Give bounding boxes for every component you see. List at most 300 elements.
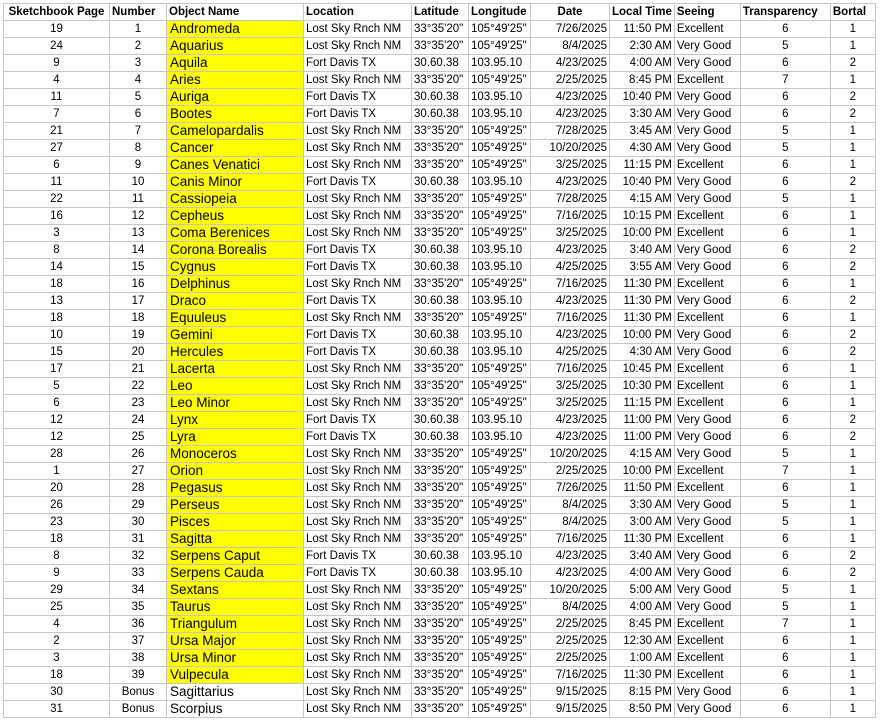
cell-latitude[interactable]: 30.60.38 — [412, 259, 469, 276]
cell-transparency[interactable]: 6 — [740, 276, 830, 293]
cell-longitude[interactable]: 105°49'25" — [469, 276, 531, 293]
cell-seeing[interactable]: Excellent — [674, 208, 740, 225]
cell-longitude[interactable]: 105°49'25" — [469, 633, 531, 650]
cell-bortal[interactable]: 1 — [830, 157, 875, 174]
cell-location[interactable]: Lost Sky Rnch NM — [304, 140, 412, 157]
cell-object-name[interactable]: Cassiopeia — [167, 191, 304, 208]
cell-longitude[interactable]: 105°49'25" — [469, 616, 531, 633]
cell-date[interactable]: 4/25/2025 — [531, 344, 610, 361]
cell-number[interactable]: 21 — [110, 361, 167, 378]
cell-number[interactable]: 37 — [110, 633, 167, 650]
header-local-time[interactable]: Local Time — [610, 4, 675, 21]
cell-bortal[interactable]: 1 — [830, 123, 875, 140]
cell-bortal[interactable]: 1 — [830, 361, 875, 378]
cell-date[interactable]: 10/20/2025 — [531, 140, 610, 157]
cell-number[interactable]: 38 — [110, 650, 167, 667]
cell-seeing[interactable]: Very Good — [674, 412, 740, 429]
cell-date[interactable]: 3/25/2025 — [531, 395, 610, 412]
cell-longitude[interactable]: 103.95.10 — [469, 344, 531, 361]
cell-transparency[interactable]: 7 — [740, 463, 830, 480]
cell-date[interactable]: 2/25/2025 — [531, 633, 610, 650]
cell-date[interactable]: 4/23/2025 — [531, 548, 610, 565]
cell-sketchbook-page[interactable]: 31 — [4, 701, 110, 718]
cell-bortal[interactable]: 1 — [830, 633, 875, 650]
cell-number[interactable]: 32 — [110, 548, 167, 565]
cell-local-time[interactable]: 3:30 AM — [610, 497, 675, 514]
cell-number[interactable]: 36 — [110, 616, 167, 633]
cell-object-name[interactable]: Equuleus — [167, 310, 304, 327]
cell-number[interactable]: 34 — [110, 582, 167, 599]
cell-latitude[interactable]: 33°35'20" — [412, 701, 469, 718]
header-transparency[interactable]: Transparency — [740, 4, 830, 21]
cell-local-time[interactable]: 10:00 PM — [610, 463, 675, 480]
cell-seeing[interactable]: Very Good — [674, 344, 740, 361]
cell-latitude[interactable]: 33°35'20" — [412, 378, 469, 395]
cell-object-name[interactable]: Aquila — [167, 55, 304, 72]
cell-longitude[interactable]: 105°49'25" — [469, 157, 531, 174]
cell-latitude[interactable]: 33°35'20" — [412, 395, 469, 412]
header-object-name[interactable]: Object Name — [167, 4, 304, 21]
cell-location[interactable]: Lost Sky Rnch NM — [304, 123, 412, 140]
cell-number[interactable]: 33 — [110, 565, 167, 582]
cell-object-name[interactable]: Ursa Major — [167, 633, 304, 650]
cell-number[interactable]: 3 — [110, 55, 167, 72]
cell-object-name[interactable]: Cygnus — [167, 259, 304, 276]
cell-seeing[interactable]: Very Good — [674, 599, 740, 616]
cell-location[interactable]: Lost Sky Rnch NM — [304, 38, 412, 55]
cell-object-name[interactable]: Sagitta — [167, 531, 304, 548]
cell-number[interactable]: 7 — [110, 123, 167, 140]
cell-latitude[interactable]: 30.60.38 — [412, 55, 469, 72]
cell-location[interactable]: Lost Sky Rnch NM — [304, 480, 412, 497]
cell-transparency[interactable]: 7 — [740, 616, 830, 633]
cell-sketchbook-page[interactable]: 22 — [4, 191, 110, 208]
cell-transparency[interactable]: 6 — [740, 701, 830, 718]
cell-local-time[interactable]: 11:30 PM — [610, 667, 675, 684]
cell-latitude[interactable]: 30.60.38 — [412, 565, 469, 582]
cell-transparency[interactable]: 7 — [740, 72, 830, 89]
cell-longitude[interactable]: 105°49'25" — [469, 701, 531, 718]
cell-transparency[interactable]: 5 — [740, 123, 830, 140]
cell-local-time[interactable]: 8:15 PM — [610, 684, 675, 701]
cell-location[interactable]: Fort Davis TX — [304, 259, 412, 276]
cell-transparency[interactable]: 6 — [740, 225, 830, 242]
cell-sketchbook-page[interactable]: 25 — [4, 599, 110, 616]
cell-object-name[interactable]: Aquarius — [167, 38, 304, 55]
cell-transparency[interactable]: 5 — [740, 191, 830, 208]
cell-object-name[interactable]: Vulpecula — [167, 667, 304, 684]
cell-location[interactable]: Lost Sky Rnch NM — [304, 446, 412, 463]
cell-date[interactable]: 7/16/2025 — [531, 667, 610, 684]
cell-seeing[interactable]: Excellent — [674, 21, 740, 38]
cell-bortal[interactable]: 1 — [830, 395, 875, 412]
header-sketchbook-page[interactable]: Sketchbook Page — [4, 4, 110, 21]
cell-date[interactable]: 3/25/2025 — [531, 157, 610, 174]
cell-seeing[interactable]: Very Good — [674, 497, 740, 514]
cell-local-time[interactable]: 3:40 AM — [610, 548, 675, 565]
cell-number[interactable]: 6 — [110, 106, 167, 123]
cell-sketchbook-page[interactable]: 15 — [4, 344, 110, 361]
cell-sketchbook-page[interactable]: 12 — [4, 412, 110, 429]
cell-latitude[interactable]: 33°35'20" — [412, 582, 469, 599]
cell-sketchbook-page[interactable]: 4 — [4, 72, 110, 89]
cell-local-time[interactable]: 8:45 PM — [610, 72, 675, 89]
cell-object-name[interactable]: Scorpius — [167, 701, 304, 718]
cell-location[interactable]: Lost Sky Rnch NM — [304, 667, 412, 684]
cell-location[interactable]: Lost Sky Rnch NM — [304, 72, 412, 89]
cell-bortal[interactable]: 1 — [830, 531, 875, 548]
cell-bortal[interactable]: 1 — [830, 463, 875, 480]
cell-longitude[interactable]: 103.95.10 — [469, 174, 531, 191]
cell-longitude[interactable]: 105°49'25" — [469, 582, 531, 599]
cell-longitude[interactable]: 105°49'25" — [469, 514, 531, 531]
cell-seeing[interactable]: Excellent — [674, 650, 740, 667]
cell-date[interactable]: 7/28/2025 — [531, 191, 610, 208]
cell-sketchbook-page[interactable]: 11 — [4, 174, 110, 191]
cell-longitude[interactable]: 103.95.10 — [469, 548, 531, 565]
cell-bortal[interactable]: 1 — [830, 497, 875, 514]
cell-bortal[interactable]: 2 — [830, 89, 875, 106]
cell-local-time[interactable]: 1:00 AM — [610, 650, 675, 667]
cell-object-name[interactable]: Serpens Caput — [167, 548, 304, 565]
cell-number[interactable]: 12 — [110, 208, 167, 225]
cell-number[interactable]: 4 — [110, 72, 167, 89]
cell-seeing[interactable]: Excellent — [674, 310, 740, 327]
cell-bortal[interactable]: 2 — [830, 55, 875, 72]
cell-local-time[interactable]: 10:40 PM — [610, 89, 675, 106]
cell-transparency[interactable]: 6 — [740, 412, 830, 429]
cell-longitude[interactable]: 105°49'25" — [469, 123, 531, 140]
cell-sketchbook-page[interactable]: 27 — [4, 140, 110, 157]
cell-sketchbook-page[interactable]: 7 — [4, 106, 110, 123]
cell-object-name[interactable]: Lynx — [167, 412, 304, 429]
cell-location[interactable]: Fort Davis TX — [304, 344, 412, 361]
cell-date[interactable]: 2/25/2025 — [531, 616, 610, 633]
cell-seeing[interactable]: Excellent — [674, 463, 740, 480]
cell-sketchbook-page[interactable]: 13 — [4, 293, 110, 310]
cell-seeing[interactable]: Excellent — [674, 531, 740, 548]
cell-seeing[interactable]: Very Good — [674, 327, 740, 344]
cell-object-name[interactable]: Triangulum — [167, 616, 304, 633]
cell-object-name[interactable]: Canes Venatici — [167, 157, 304, 174]
cell-object-name[interactable]: Serpens Cauda — [167, 565, 304, 582]
cell-bortal[interactable]: 1 — [830, 38, 875, 55]
cell-location[interactable]: Fort Davis TX — [304, 327, 412, 344]
cell-seeing[interactable]: Excellent — [674, 667, 740, 684]
cell-local-time[interactable]: 5:00 AM — [610, 582, 675, 599]
cell-latitude[interactable]: 30.60.38 — [412, 89, 469, 106]
cell-location[interactable]: Lost Sky Rnch NM — [304, 191, 412, 208]
cell-object-name[interactable]: Pegasus — [167, 480, 304, 497]
cell-date[interactable]: 8/4/2025 — [531, 497, 610, 514]
cell-object-name[interactable]: Sagittarius — [167, 684, 304, 701]
cell-transparency[interactable]: 6 — [740, 242, 830, 259]
cell-date[interactable]: 2/25/2025 — [531, 650, 610, 667]
cell-local-time[interactable]: 10:30 PM — [610, 378, 675, 395]
cell-bortal[interactable]: 1 — [830, 310, 875, 327]
cell-longitude[interactable]: 105°49'25" — [469, 361, 531, 378]
cell-seeing[interactable]: Very Good — [674, 582, 740, 599]
cell-location[interactable]: Lost Sky Rnch NM — [304, 21, 412, 38]
cell-latitude[interactable]: 30.60.38 — [412, 106, 469, 123]
cell-longitude[interactable]: 103.95.10 — [469, 293, 531, 310]
cell-seeing[interactable]: Excellent — [674, 276, 740, 293]
cell-sketchbook-page[interactable]: 12 — [4, 429, 110, 446]
cell-object-name[interactable]: Camelopardalis — [167, 123, 304, 140]
cell-object-name[interactable]: Leo — [167, 378, 304, 395]
cell-seeing[interactable]: Very Good — [674, 89, 740, 106]
cell-date[interactable]: 10/20/2025 — [531, 446, 610, 463]
cell-location[interactable]: Lost Sky Rnch NM — [304, 310, 412, 327]
cell-local-time[interactable]: 11:15 PM — [610, 395, 675, 412]
cell-longitude[interactable]: 105°49'25" — [469, 378, 531, 395]
cell-latitude[interactable]: 33°35'20" — [412, 208, 469, 225]
cell-location[interactable]: Lost Sky Rnch NM — [304, 225, 412, 242]
cell-transparency[interactable]: 6 — [740, 395, 830, 412]
cell-number[interactable]: 19 — [110, 327, 167, 344]
cell-number[interactable]: 13 — [110, 225, 167, 242]
cell-bortal[interactable]: 1 — [830, 582, 875, 599]
cell-location[interactable]: Lost Sky Rnch NM — [304, 395, 412, 412]
cell-transparency[interactable]: 6 — [740, 429, 830, 446]
cell-longitude[interactable]: 105°49'25" — [469, 531, 531, 548]
cell-date[interactable]: 7/16/2025 — [531, 276, 610, 293]
cell-local-time[interactable]: 10:15 PM — [610, 208, 675, 225]
cell-object-name[interactable]: Monoceros — [167, 446, 304, 463]
cell-sketchbook-page[interactable]: 17 — [4, 361, 110, 378]
cell-local-time[interactable]: 11:50 PM — [610, 21, 675, 38]
cell-bortal[interactable]: 2 — [830, 106, 875, 123]
cell-seeing[interactable]: Excellent — [674, 378, 740, 395]
cell-latitude[interactable]: 33°35'20" — [412, 446, 469, 463]
cell-transparency[interactable]: 6 — [740, 344, 830, 361]
cell-bortal[interactable]: 2 — [830, 412, 875, 429]
cell-local-time[interactable]: 10:00 PM — [610, 327, 675, 344]
cell-longitude[interactable]: 105°49'25" — [469, 497, 531, 514]
cell-date[interactable]: 8/4/2025 — [531, 599, 610, 616]
cell-longitude[interactable]: 105°49'25" — [469, 208, 531, 225]
cell-sketchbook-page[interactable]: 9 — [4, 55, 110, 72]
cell-date[interactable]: 4/23/2025 — [531, 327, 610, 344]
cell-number[interactable]: 30 — [110, 514, 167, 531]
cell-date[interactable]: 8/4/2025 — [531, 514, 610, 531]
cell-sketchbook-page[interactable]: 8 — [4, 242, 110, 259]
cell-latitude[interactable]: 30.60.38 — [412, 429, 469, 446]
cell-latitude[interactable]: 30.60.38 — [412, 242, 469, 259]
cell-sketchbook-page[interactable]: 29 — [4, 582, 110, 599]
cell-bortal[interactable]: 1 — [830, 446, 875, 463]
cell-object-name[interactable]: Taurus — [167, 599, 304, 616]
cell-local-time[interactable]: 8:45 PM — [610, 616, 675, 633]
cell-longitude[interactable]: 103.95.10 — [469, 429, 531, 446]
cell-seeing[interactable]: Excellent — [674, 633, 740, 650]
cell-sketchbook-page[interactable]: 10 — [4, 327, 110, 344]
cell-bortal[interactable]: 1 — [830, 701, 875, 718]
cell-bortal[interactable]: 2 — [830, 293, 875, 310]
cell-bortal[interactable]: 1 — [830, 378, 875, 395]
cell-latitude[interactable]: 33°35'20" — [412, 463, 469, 480]
cell-latitude[interactable]: 33°35'20" — [412, 650, 469, 667]
cell-latitude[interactable]: 30.60.38 — [412, 548, 469, 565]
cell-date[interactable]: 7/26/2025 — [531, 21, 610, 38]
cell-number[interactable]: 8 — [110, 140, 167, 157]
cell-number[interactable]: 10 — [110, 174, 167, 191]
cell-number[interactable]: 14 — [110, 242, 167, 259]
cell-number[interactable]: 16 — [110, 276, 167, 293]
cell-location[interactable]: Lost Sky Rnch NM — [304, 361, 412, 378]
cell-local-time[interactable]: 4:00 AM — [610, 599, 675, 616]
cell-object-name[interactable]: Lacerta — [167, 361, 304, 378]
cell-local-time[interactable]: 4:00 AM — [610, 55, 675, 72]
cell-latitude[interactable]: 33°35'20" — [412, 72, 469, 89]
cell-date[interactable]: 10/20/2025 — [531, 582, 610, 599]
cell-location[interactable]: Lost Sky Rnch NM — [304, 582, 412, 599]
cell-transparency[interactable]: 6 — [740, 21, 830, 38]
cell-transparency[interactable]: 5 — [740, 140, 830, 157]
cell-object-name[interactable]: Delphinus — [167, 276, 304, 293]
cell-latitude[interactable]: 33°35'20" — [412, 310, 469, 327]
cell-seeing[interactable]: Very Good — [674, 174, 740, 191]
header-latitude[interactable]: Latitude — [412, 4, 469, 21]
cell-bortal[interactable]: 2 — [830, 259, 875, 276]
cell-object-name[interactable]: Orion — [167, 463, 304, 480]
cell-date[interactable]: 8/4/2025 — [531, 38, 610, 55]
cell-date[interactable]: 7/16/2025 — [531, 361, 610, 378]
cell-local-time[interactable]: 2:30 AM — [610, 38, 675, 55]
cell-location[interactable]: Lost Sky Rnch NM — [304, 599, 412, 616]
cell-latitude[interactable]: 30.60.38 — [412, 344, 469, 361]
cell-latitude[interactable]: 30.60.38 — [412, 412, 469, 429]
cell-date[interactable]: 4/23/2025 — [531, 429, 610, 446]
cell-seeing[interactable]: Excellent — [674, 72, 740, 89]
cell-local-time[interactable]: 4:00 AM — [610, 565, 675, 582]
cell-sketchbook-page[interactable]: 6 — [4, 395, 110, 412]
cell-sketchbook-page[interactable]: 23 — [4, 514, 110, 531]
cell-date[interactable]: 7/16/2025 — [531, 310, 610, 327]
cell-number[interactable]: 2 — [110, 38, 167, 55]
cell-longitude[interactable]: 105°49'25" — [469, 225, 531, 242]
cell-longitude[interactable]: 105°49'25" — [469, 140, 531, 157]
cell-local-time[interactable]: 11:15 PM — [610, 157, 675, 174]
cell-number[interactable]: 28 — [110, 480, 167, 497]
cell-transparency[interactable]: 5 — [740, 599, 830, 616]
cell-location[interactable]: Lost Sky Rnch NM — [304, 463, 412, 480]
cell-date[interactable]: 4/23/2025 — [531, 412, 610, 429]
cell-latitude[interactable]: 33°35'20" — [412, 633, 469, 650]
cell-bortal[interactable]: 1 — [830, 191, 875, 208]
cell-object-name[interactable]: Ursa Minor — [167, 650, 304, 667]
cell-sketchbook-page[interactable]: 2 — [4, 633, 110, 650]
cell-sketchbook-page[interactable]: 30 — [4, 684, 110, 701]
cell-object-name[interactable]: Cancer — [167, 140, 304, 157]
cell-date[interactable]: 4/23/2025 — [531, 55, 610, 72]
cell-location[interactable]: Lost Sky Rnch NM — [304, 616, 412, 633]
cell-sketchbook-page[interactable]: 18 — [4, 276, 110, 293]
cell-longitude[interactable]: 105°49'25" — [469, 650, 531, 667]
cell-transparency[interactable]: 6 — [740, 89, 830, 106]
cell-date[interactable]: 7/26/2025 — [531, 480, 610, 497]
cell-latitude[interactable]: 30.60.38 — [412, 293, 469, 310]
cell-transparency[interactable]: 5 — [740, 514, 830, 531]
cell-number[interactable]: 31 — [110, 531, 167, 548]
cell-location[interactable]: Lost Sky Rnch NM — [304, 276, 412, 293]
cell-longitude[interactable]: 105°49'25" — [469, 667, 531, 684]
cell-bortal[interactable]: 1 — [830, 72, 875, 89]
cell-local-time[interactable]: 4:30 AM — [610, 344, 675, 361]
cell-date[interactable]: 4/23/2025 — [531, 293, 610, 310]
cell-object-name[interactable]: Bootes — [167, 106, 304, 123]
cell-seeing[interactable]: Very Good — [674, 38, 740, 55]
cell-sketchbook-page[interactable]: 4 — [4, 616, 110, 633]
cell-local-time[interactable]: 4:15 AM — [610, 191, 675, 208]
cell-object-name[interactable]: Corona Borealis — [167, 242, 304, 259]
cell-local-time[interactable]: 11:30 PM — [610, 293, 675, 310]
cell-object-name[interactable]: Lyra — [167, 429, 304, 446]
cell-sketchbook-page[interactable]: 5 — [4, 378, 110, 395]
cell-sketchbook-page[interactable]: 6 — [4, 157, 110, 174]
cell-transparency[interactable]: 6 — [740, 480, 830, 497]
cell-bortal[interactable]: 1 — [830, 514, 875, 531]
header-bortal[interactable]: Bortal — [830, 4, 875, 21]
cell-latitude[interactable]: 33°35'20" — [412, 140, 469, 157]
cell-seeing[interactable]: Very Good — [674, 106, 740, 123]
cell-bortal[interactable]: 1 — [830, 21, 875, 38]
cell-longitude[interactable]: 105°49'25" — [469, 684, 531, 701]
cell-date[interactable]: 2/25/2025 — [531, 463, 610, 480]
cell-seeing[interactable]: Excellent — [674, 225, 740, 242]
cell-bortal[interactable]: 2 — [830, 327, 875, 344]
cell-sketchbook-page[interactable]: 26 — [4, 497, 110, 514]
cell-number[interactable]: 24 — [110, 412, 167, 429]
header-location[interactable]: Location — [304, 4, 412, 21]
cell-seeing[interactable]: Very Good — [674, 242, 740, 259]
cell-number[interactable]: 26 — [110, 446, 167, 463]
cell-object-name[interactable]: Auriga — [167, 89, 304, 106]
cell-latitude[interactable]: 30.60.38 — [412, 327, 469, 344]
cell-sketchbook-page[interactable]: 3 — [4, 650, 110, 667]
cell-location[interactable]: Lost Sky Rnch NM — [304, 684, 412, 701]
cell-object-name[interactable]: Pisces — [167, 514, 304, 531]
cell-number[interactable]: 18 — [110, 310, 167, 327]
cell-location[interactable]: Lost Sky Rnch NM — [304, 531, 412, 548]
cell-latitude[interactable]: 33°35'20" — [412, 480, 469, 497]
cell-transparency[interactable]: 6 — [740, 293, 830, 310]
cell-bortal[interactable]: 2 — [830, 548, 875, 565]
cell-date[interactable]: 2/25/2025 — [531, 72, 610, 89]
cell-sketchbook-page[interactable]: 14 — [4, 259, 110, 276]
cell-sketchbook-page[interactable]: 28 — [4, 446, 110, 463]
cell-transparency[interactable]: 6 — [740, 667, 830, 684]
cell-sketchbook-page[interactable]: 18 — [4, 531, 110, 548]
cell-longitude[interactable]: 105°49'25" — [469, 72, 531, 89]
cell-bortal[interactable]: 1 — [830, 599, 875, 616]
cell-bortal[interactable]: 1 — [830, 684, 875, 701]
cell-transparency[interactable]: 6 — [740, 531, 830, 548]
cell-transparency[interactable]: 6 — [740, 208, 830, 225]
cell-number[interactable]: 15 — [110, 259, 167, 276]
cell-bortal[interactable]: 2 — [830, 429, 875, 446]
cell-bortal[interactable]: 1 — [830, 276, 875, 293]
cell-latitude[interactable]: 33°35'20" — [412, 514, 469, 531]
cell-number[interactable]: 29 — [110, 497, 167, 514]
cell-local-time[interactable]: 3:45 AM — [610, 123, 675, 140]
cell-longitude[interactable]: 105°49'25" — [469, 310, 531, 327]
cell-latitude[interactable]: 33°35'20" — [412, 599, 469, 616]
cell-object-name[interactable]: Draco — [167, 293, 304, 310]
cell-location[interactable]: Lost Sky Rnch NM — [304, 208, 412, 225]
cell-latitude[interactable]: 33°35'20" — [412, 276, 469, 293]
cell-location[interactable]: Lost Sky Rnch NM — [304, 157, 412, 174]
